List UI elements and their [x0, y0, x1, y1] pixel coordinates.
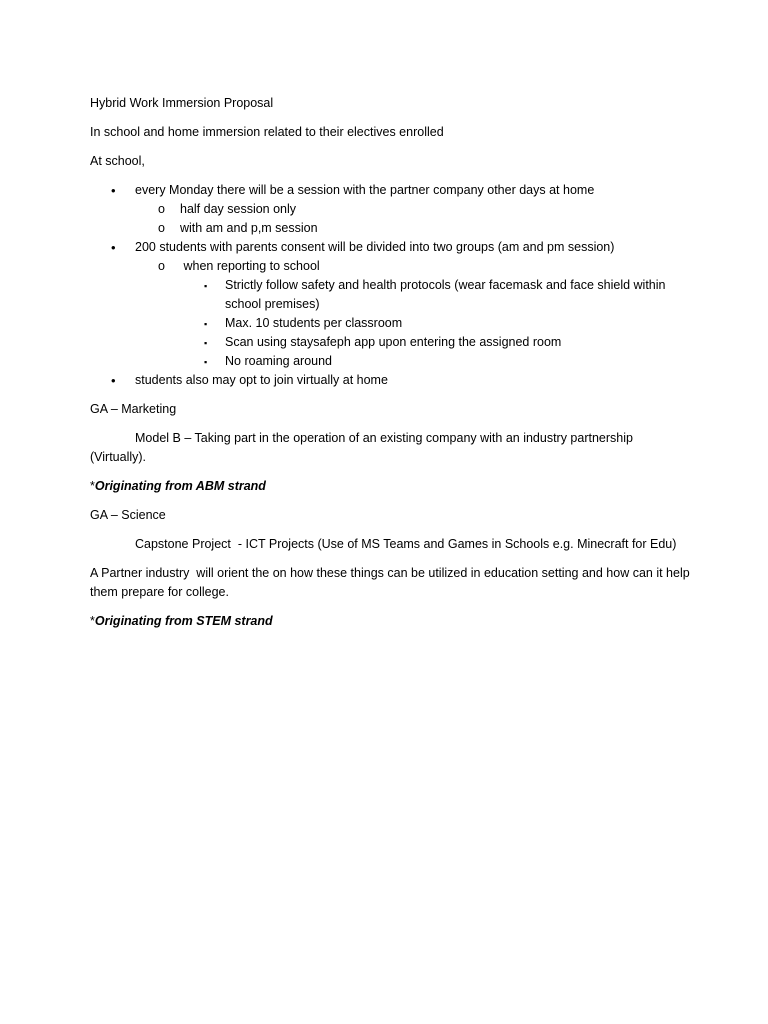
- bullet-dot-icon: •: [111, 183, 116, 198]
- ga-marketing-body: Model B – Taking part in the operation of an existing company with an industry partnership (Virtually).: [90, 431, 637, 464]
- bullet-dot-icon: •: [111, 240, 116, 255]
- bullet-circle-icon: o: [158, 221, 165, 235]
- note-asterisk: *: [90, 614, 95, 628]
- partner-industry-paragraph: A Partner industry will orient the on how these things can be utilized in education setting and how can it help them prepare for college.: [90, 566, 694, 599]
- ga-science-body: Capstone Project - ICT Projects (Use of MS Teams and Games in Schools e.g. Minecraft for Edu): [135, 537, 677, 551]
- bullet-circle-icon: o: [158, 202, 165, 216]
- note-text: Originating from ABM strand: [94, 479, 266, 493]
- bullet-square-icon: ▪: [204, 357, 208, 367]
- list-item-text: 200 students with parents consent will be divided into two groups (am and pm session): [135, 240, 615, 254]
- list-item-text: every Monday there will be a session with the partner company other days at home: [135, 183, 595, 197]
- list-item: [90, 314, 690, 333]
- list-item-text: half day session only: [180, 202, 297, 216]
- list-item: [90, 219, 690, 238]
- at-school-label: At school,: [90, 154, 145, 168]
- list-item: [90, 238, 690, 257]
- list-item-text: Max. 10 students per classroom: [225, 316, 403, 330]
- ga-science-heading: GA – Science: [90, 508, 166, 522]
- list-item: [90, 333, 690, 352]
- ga-marketing-heading: GA – Marketing: [90, 402, 177, 416]
- list-item: [90, 371, 690, 390]
- list-item: [90, 276, 690, 314]
- list-item-text: students also may opt to join virtually at home: [135, 373, 388, 387]
- bullet-square-icon: ▪: [204, 281, 208, 291]
- bullet-square-icon: ▪: [204, 338, 208, 348]
- intro-paragraph: In school and home immersion related to their electives enrolled: [90, 125, 444, 139]
- list-item-text: when reporting to school: [180, 259, 320, 273]
- school-bullet-list: [90, 181, 690, 390]
- list-item: [90, 257, 690, 276]
- bullet-square-icon: ▪: [204, 319, 208, 329]
- note-asterisk: *: [90, 479, 95, 493]
- list-item: [90, 181, 690, 200]
- list-item-text: Strictly follow safety and health protocols (wear facemask and face shield within school premises): [225, 278, 666, 311]
- list-item-text: with am and p,m session: [180, 221, 318, 235]
- bullet-circle-icon: o: [158, 259, 165, 273]
- note-text: Originating from STEM strand: [94, 614, 273, 628]
- document-page: [90, 94, 694, 641]
- abm-origin-note: [90, 477, 690, 496]
- list-item-text: Scan using staysafeph app upon entering the assigned room: [225, 335, 562, 349]
- list-item: [90, 200, 690, 219]
- list-item: [90, 352, 690, 371]
- list-item-text: No roaming around: [225, 354, 333, 368]
- stem-origin-note: [90, 612, 690, 631]
- bullet-dot-icon: •: [111, 373, 116, 388]
- document-title: Hybrid Work Immersion Proposal: [90, 96, 274, 110]
